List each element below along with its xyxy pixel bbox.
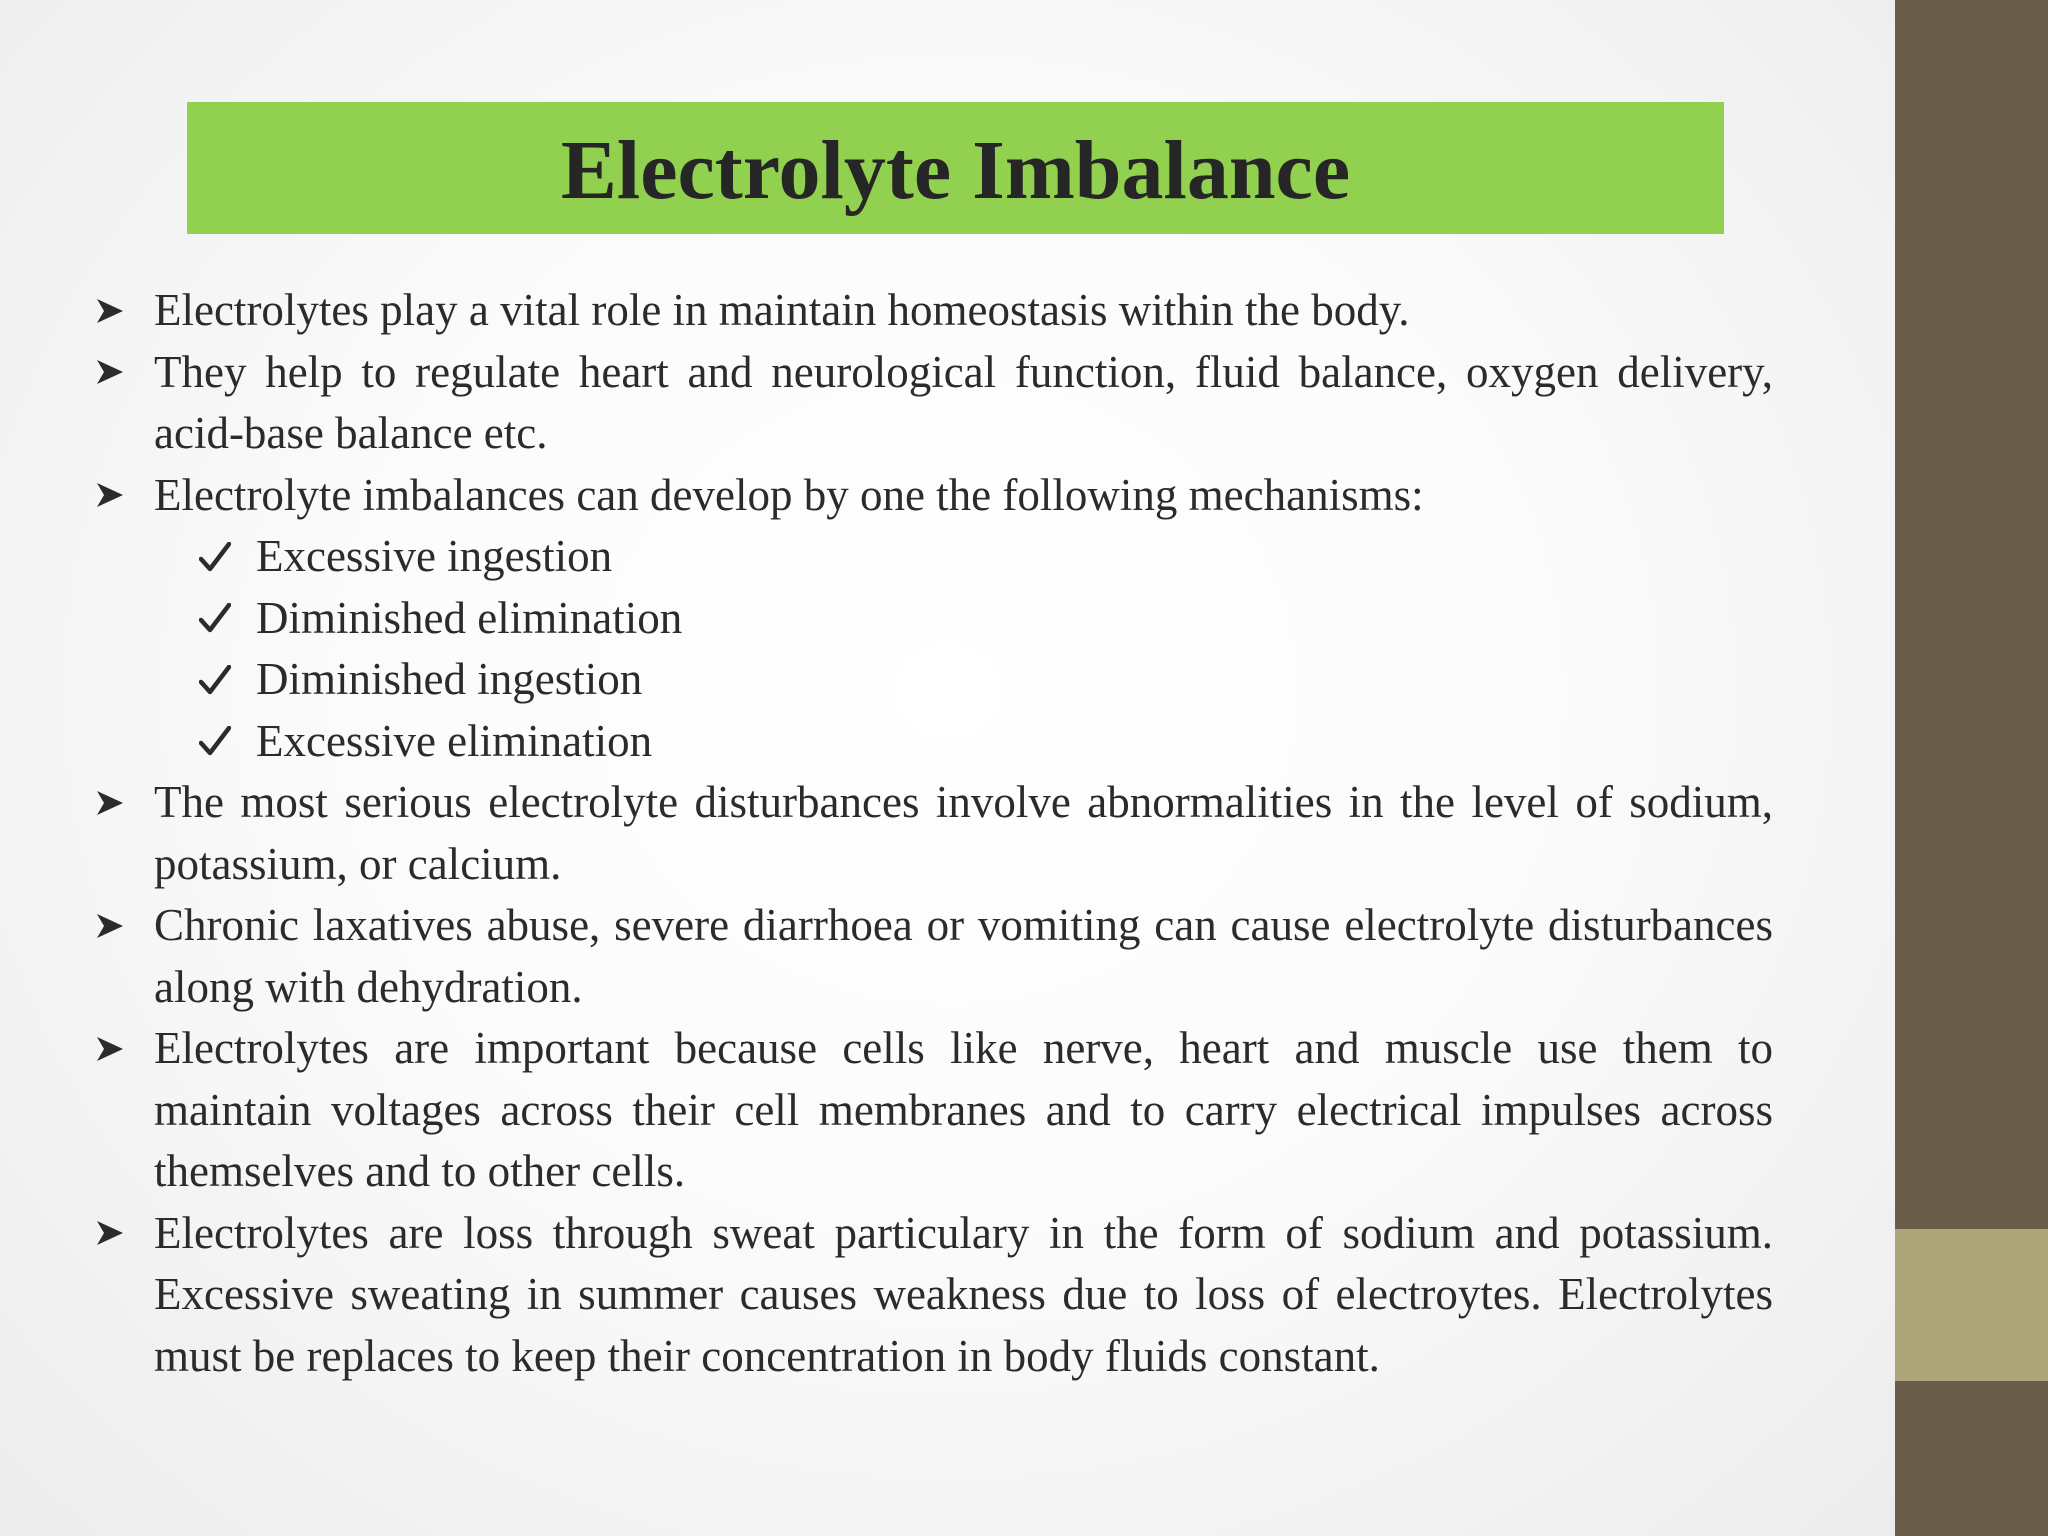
bullet-item — [90, 342, 1773, 465]
bullet-text: Electrolytes are important because cells like nerve, heart and muscle use them to maintain voltages across their cell membranes and to carry electrical impulses across themselves and to other cells. — [154, 1023, 1773, 1196]
arrow-bullet-icon — [90, 1203, 130, 1265]
bullet-text: Chronic laxatives abuse, severe diarrhoea or vomiting can cause electrolyte disturbances along with dehydration. — [154, 900, 1773, 1012]
side-accent-block — [1895, 1229, 2048, 1381]
bullet-item — [90, 772, 1773, 895]
bullet-text: Electrolyte imbalances can develop by one the following mechanisms: — [154, 469, 1424, 520]
arrow-bullet-icon — [90, 465, 130, 527]
bullet-list — [90, 280, 1773, 1387]
bullet-text: Electrolytes are loss through sweat particulary in the form of sodium and potassium. Excessive sweating in summer causes weakness due to loss of electroytes. Electrolytes must be replaces to keep their concentration in body fluids constant. — [154, 1207, 1773, 1381]
bullet-text: The most serious electrolyte disturbances involve abnormalities in the level of sodium, potassium, or calcium. — [154, 777, 1773, 889]
bullet-item — [90, 895, 1773, 1018]
arrow-bullet-icon — [90, 342, 130, 404]
sub-bullet-text: Excessive ingestion — [256, 531, 613, 581]
arrow-bullet-icon — [90, 772, 130, 834]
sub-bullet-item — [90, 711, 1773, 773]
bullet-text: Electrolytes play a vital role in maintain homeostasis within the body. — [154, 285, 1410, 335]
bullet-item — [90, 280, 1773, 342]
slide-title: Electrolyte Imbalance — [560, 124, 1351, 217]
bullet-item — [90, 465, 1773, 527]
sub-bullet-text: Excessive elimination — [256, 715, 653, 766]
checkmark-icon — [195, 649, 235, 711]
sub-bullet-item — [90, 588, 1773, 650]
checkmark-icon — [195, 526, 235, 588]
bullet-text: They help to regulate heart and neurological function, fluid balance, oxygen delivery, acid-base balance etc. — [154, 346, 1773, 458]
bullet-item — [90, 1203, 1773, 1388]
arrow-bullet-icon — [90, 1018, 130, 1080]
sub-bullet-item — [90, 526, 1773, 588]
sub-bullet-text: Diminished elimination — [256, 592, 683, 643]
bullet-item — [90, 1018, 1773, 1203]
title-banner — [187, 102, 1724, 234]
checkmark-icon — [195, 588, 235, 650]
arrow-bullet-icon — [90, 895, 130, 957]
arrow-bullet-icon — [90, 280, 130, 342]
sub-bullet-text: Diminished ingestion — [256, 654, 643, 704]
checkmark-icon — [195, 711, 235, 773]
sub-bullet-item — [90, 649, 1773, 711]
